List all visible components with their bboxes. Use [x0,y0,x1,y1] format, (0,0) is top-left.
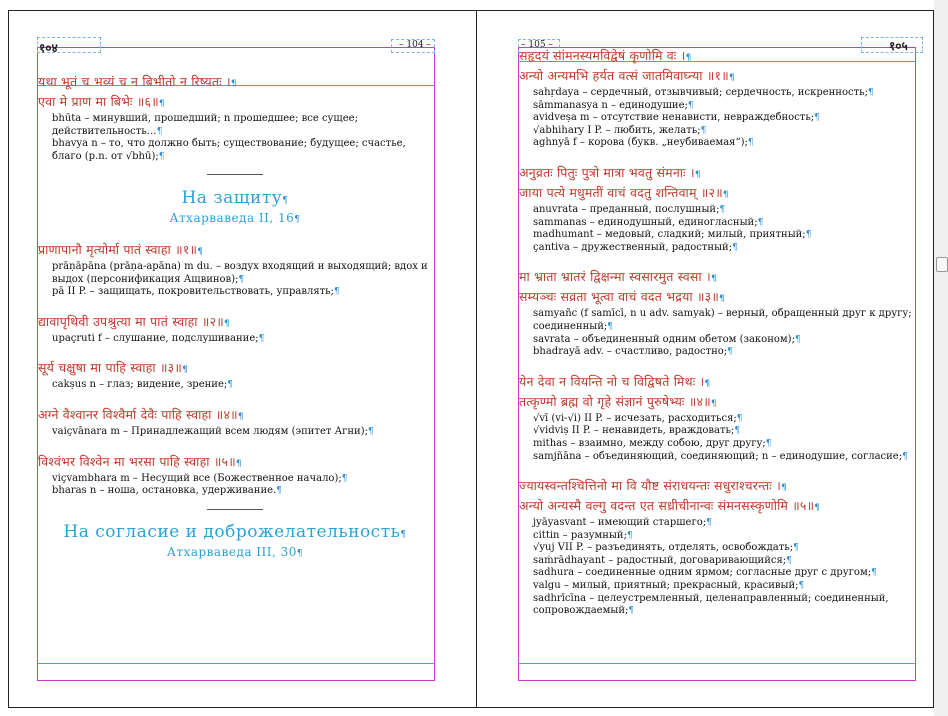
sanskrit-verse-line [519,477,913,497]
section-separator [38,504,432,517]
spacer [38,299,432,313]
pilcrow-mark: ¶ [341,473,348,484]
pilcrow-mark: ¶ [722,189,729,200]
glossary-entry [519,425,913,438]
pilcrow-mark: ¶ [765,438,772,449]
line-text: अन्यो अन्यमभि हर्यत वत्सं जातमिवाघ्न्या ॥१॥ [519,68,729,83]
line-text: bhavya n – то, что должно быть; существование; будущее; счастье, благо (p.n. от √bhū); [52,138,406,162]
pilcrow-mark: ¶ [793,543,799,554]
line-text: samjñāna – объединяющий, соединяющий; n – единодушие, согласие; [533,450,903,462]
pilcrow-mark: ¶ [871,568,877,579]
glossary-entry [519,229,913,242]
spacer [38,345,432,359]
pilcrow-mark: ¶ [238,274,245,285]
right-page-text [519,47,913,618]
pilcrow-mark: ¶ [694,169,701,180]
glossary-entry [38,261,432,286]
sanskrit-verse-line [519,393,913,413]
pilcrow-mark: ¶ [237,411,244,422]
pilcrow-mark: ¶ [732,242,738,253]
pilcrow-mark: ¶ [814,113,820,124]
pilcrow-mark: ¶ [747,138,754,149]
pilcrow-mark: ¶ [786,555,792,566]
spacer [519,254,913,268]
line-text: valgu – милый, приятный; прекрасный, красивый; [533,580,799,592]
glossary-entry [519,517,913,530]
line-text: सहृदयं सांमनस्यमविद्वेषं कृणोमि वः । [519,48,686,63]
line-text: अनुव्रतः पितुः पुत्रो मात्रा भवतु संमनाः । [519,164,695,180]
line-text: bhadrayā adv. – счастливо, радостно; [533,346,728,358]
line-text: अन्यो अन्यस्मै वल्गु वदन्त एत सध्रीचीनान्वः संमनसस्कृणोमि ॥५॥ [519,498,815,514]
sanskrit-verse-line [519,268,913,288]
pilcrow-mark: ¶ [798,581,805,592]
pilcrow-mark: ¶ [867,88,874,98]
section-separator [38,169,432,182]
line-text: मा भ्राता भ्रातरं द्विक्षन्मा स्वसारमुत स्वसा । [519,269,711,285]
glossary-entry [519,137,913,150]
spacer [38,392,432,406]
sanskrit-verse-line [38,406,432,426]
pilcrow-mark: ¶ [158,151,165,162]
pilcrow-mark: ¶ [282,195,289,206]
pilcrow-mark: ¶ [223,318,230,329]
line-text: çantiva – дружественный, радостный; [533,241,733,253]
line-text: Атхарваведа III, 30 [166,545,297,560]
section-subtitle [38,545,432,561]
line-text: cakṣus n – глаз; видение, зрение; [52,379,228,391]
pilcrow-mark: ¶ [757,217,764,228]
sanskrit-verse-line [38,73,432,93]
left-page-text [38,73,432,561]
sanskrit-verse-line [519,288,913,308]
glossary-entry [38,113,432,138]
spacer [519,463,913,477]
sanskrit-verse-line [519,164,913,184]
glossary-entry [519,334,913,347]
line-text: anuvrata – преданный, послушный; [533,203,720,215]
sanskrit-verse-line [38,313,432,333]
glossary-entry [519,542,913,555]
page-number-devanagari: १०४ [39,41,58,55]
pilcrow-mark: ¶ [626,530,633,541]
line-text: तत्कृण्मो ब्रह्म वो गृहे संज्ञानं पुरुषेभ्यः ॥४॥ [519,393,711,409]
pilcrow-mark: ¶ [158,99,165,109]
line-text: jyāyasvant – имеющий старшего; [533,517,707,529]
vertical-scrollbar[interactable] [934,0,948,716]
line-text: vaiçvānara m – Принадлежащий всем людям (эпитет Агни); [52,425,368,437]
pilcrow-mark: ¶ [719,294,725,305]
glossary-entry [519,100,913,113]
line-text: विश्वंभर विश्वेन मा भरसा पाहि स्वाहा ॥५॥ [38,453,236,469]
glossary-entry [38,485,432,498]
pilcrow-mark: ¶ [700,125,707,136]
sanskrit-verse-line [38,241,432,261]
pilcrow-mark: ¶ [719,204,726,215]
line-text: येन देवा न वियन्ति नो च विद्विषते मिथः । [519,373,705,389]
spacer [519,150,913,164]
line-text: सूर्य चक्षुषा मा पाहि स्वाहा ॥३॥ [38,360,183,376]
pilcrow-mark: ¶ [710,274,717,285]
pilcrow-mark: ¶ [294,214,301,225]
section-subtitle [38,211,432,227]
line-text: अग्ने वैश्वानर विश्वैर्मा देवैः पाहि स्वाहा ॥४॥ [38,406,238,422]
glossary-entry [519,451,913,464]
glossary-entry [38,473,432,486]
line-text: bhūta – минувший, прошедший; n прошедшее; все сущее; действительность… [52,113,358,137]
spacer [38,439,432,453]
glossary-entry [519,413,913,426]
line-text: sāmmanasya n – единодушие; [533,99,688,111]
line-text: √vī (vi-√i) II P. – исчезать, расходиться; [533,412,737,424]
pilcrow-mark: ¶ [781,483,788,494]
pilcrow-mark: ¶ [687,100,694,111]
glossary-entry [519,567,913,580]
glossary-entry [38,379,432,392]
pilcrow-mark: ¶ [734,426,741,437]
glossary-entry [519,204,913,217]
right-bottom-guide [518,663,916,664]
line-text: sammanas – единодушный, единогласный; [533,216,758,228]
left-bottom-guide [37,663,435,664]
glossary-entry [519,555,913,568]
pilcrow-mark: ¶ [727,347,733,358]
line-text: sahṛdaya – сердечный, отзывчивый; сердечность, искренность; [533,87,868,98]
pilcrow-mark: ¶ [182,365,188,376]
line-text: √yuj VII P. – разъединять, отделять, освобождать; [533,542,794,554]
sanskrit-verse-line [38,93,432,113]
pilcrow-mark: ¶ [814,503,821,514]
line-text: mithas – взаимно, между собою, друг другу; [533,437,766,449]
line-text: sadhrīcīna – целеустремленный, целенаправленный; соединенный, сопровождаемый; [533,592,889,617]
page-number: – 105 – [521,40,553,50]
line-text: प्राणापानौ मृत्योर्मा पातं स्वाहा ॥१॥ [38,241,198,257]
sanskrit-verse-line [519,67,913,87]
page-number: – 104 – [399,40,431,50]
glossary-entry [38,426,432,439]
pilcrow-mark: ¶ [197,246,204,257]
section-title [38,522,432,545]
line-text: madhumant – медовый, сладкий; милый, приятный; [533,229,806,241]
line-text: savrata – объединенный одним обетом (законом); [533,333,795,345]
line-text: cittin – разумный; [533,529,627,541]
separator-rule [207,509,263,510]
glossary-entry [519,438,913,451]
line-text: ज्यायस्वन्तश्चित्तिनो मा वि यौष्ट संराधयन्तः सधुराश्चरन्तः । [519,478,782,494]
pilcrow-mark: ¶ [706,518,712,529]
pilcrow-mark: ¶ [230,79,237,89]
pilcrow-mark: ¶ [685,53,692,63]
sanskrit-verse-line [519,373,913,393]
glossary-entry [519,346,913,359]
line-text: pā II P. – защищать, покровительствовать, управлять; [52,286,334,298]
glossary-entry [519,242,913,255]
glossary-entry [519,530,913,543]
pilcrow-mark: ¶ [368,426,374,437]
document-spread [8,10,934,708]
pilcrow-mark: ¶ [710,398,717,409]
line-text: एवा मे प्राण मा बिभेः ॥६॥ [38,94,159,109]
pilcrow-mark: ¶ [296,549,304,560]
line-text: सम्यञ्चः सव्रता भूत्वा वाचं वदत भद्रया ॥३॥ [519,289,720,305]
pilcrow-mark: ¶ [258,333,265,344]
spacer [519,359,913,373]
glossary-entry [519,112,913,125]
line-text: viçvambhara m – Несущий все (Божественное начало); [52,472,342,484]
pilcrow-mark: ¶ [156,126,163,137]
pilcrow-mark: ¶ [628,606,635,617]
line-text: upaçruti f – слушание, подслушивание; [52,332,259,344]
sanskrit-verse-line [519,184,913,204]
line-text: bharas n – ноша, остановка, удерживание. [52,485,277,497]
glossary-entry [519,593,913,618]
pilcrow-mark: ¶ [736,413,743,424]
pilcrow-mark: ¶ [794,334,801,345]
sanskrit-verse-line [38,359,432,379]
pilcrow-mark: ¶ [728,73,735,83]
line-text: √vidviṣ II P. – ненавидеть, враждовать; [533,425,735,437]
line-text: samyañc (f samīcī, n u adv. samyak) – верный, обращенный друг к другу; соединенный; [533,308,912,332]
glossary-entry [519,217,913,230]
line-text: यथा भूतं च भव्यं च न बिभीतो न रिष्यतः । [38,74,231,89]
section-title [38,188,432,211]
line-text: aghnyā f – корова (букв. „неубиваемая“); [533,137,748,149]
page-number-devanagari: १०५ [889,39,908,53]
sanskrit-verse-line [38,453,432,473]
pilcrow-mark: ¶ [235,458,242,469]
glossary-entry [519,87,913,100]
line-text: prāṇāpāna (prāṇa-apāna) m du. – воздух входящий и выходящий; вдох и выдох (персонификация Ащвинов); [52,260,428,285]
line-text: На согласие и доброжелательность [63,522,401,543]
separator-rule [207,174,263,175]
pilcrow-mark: ¶ [276,486,282,497]
line-text: На защиту [181,187,283,208]
line-text: √abhihary I P. – любить, желать; [533,124,701,136]
glossary-entry [519,580,913,593]
glossary-entry [519,308,913,333]
line-text: जाया पत्ये मधुमतीं वाचं वदतु शन्तिवाम् ॥२॥ [519,184,723,200]
line-text: avidveṣa m – отсутствие ненависти, невраждебность; [533,112,815,124]
pilcrow-mark: ¶ [607,321,614,332]
line-text: Атхарваведа II, 16 [169,210,295,225]
spacer [38,227,432,241]
scrollbar-thumb[interactable] [936,257,948,272]
glossary-entry [38,333,432,346]
sanskrit-verse-line [519,47,913,67]
pilcrow-mark: ¶ [704,378,711,389]
left-page [9,11,475,707]
line-text: saṁrādhayant – радостный, договаривающийся; [533,554,787,566]
pilcrow-mark: ¶ [805,230,812,241]
line-text: sadhura – соединенные одним ярмом; согласные друг с другом; [533,567,872,579]
glossary-entry [38,286,432,299]
sanskrit-verse-line [519,497,913,517]
pilcrow-mark: ¶ [902,451,908,462]
pilcrow-mark: ¶ [227,380,233,391]
pilcrow-mark: ¶ [400,530,407,541]
glossary-entry [519,125,913,138]
right-page [477,11,933,707]
glossary-entry [38,138,432,163]
line-text: द्यावापृथिवी उपश्रुत्या मा पातं स्वाहा ॥२॥ [38,313,224,329]
pilcrow-mark: ¶ [334,287,340,298]
